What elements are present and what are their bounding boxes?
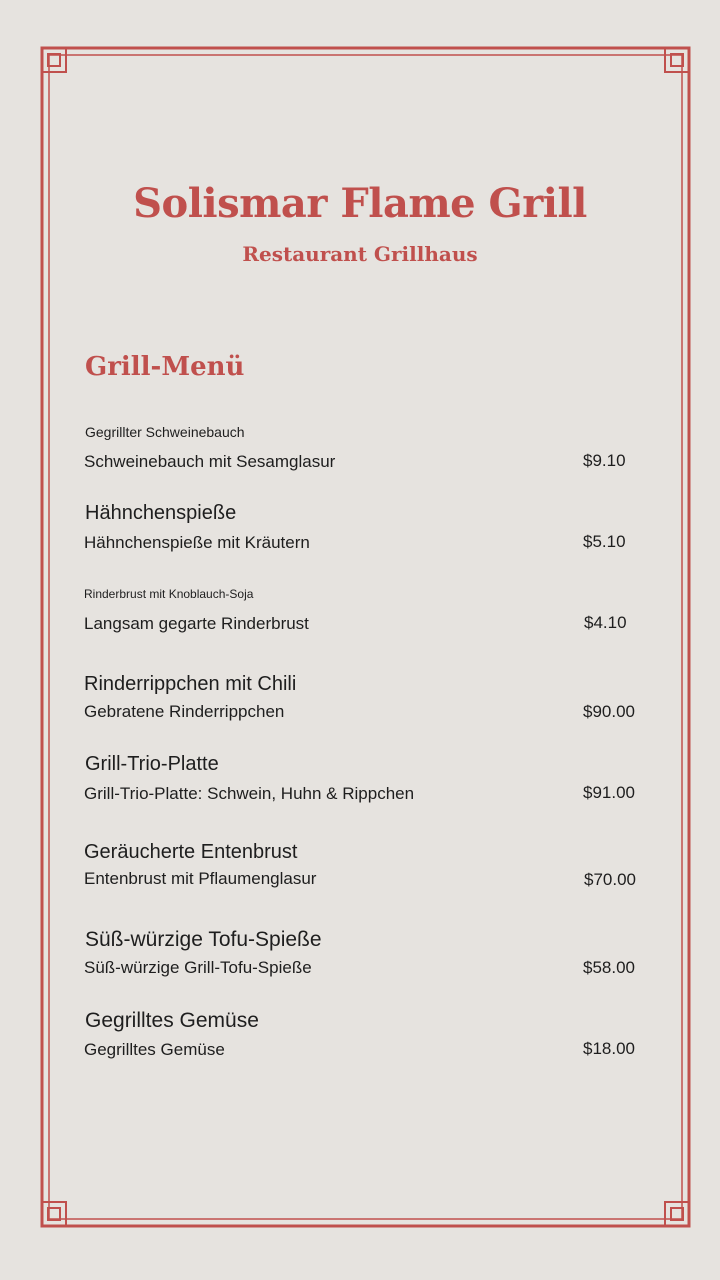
menu-item-price: $5.10 bbox=[583, 532, 626, 551]
menu-item-description: Entenbrust mit Pflaumenglasur bbox=[84, 869, 317, 888]
menu-item-description: Gebratene Rinderrippchen bbox=[84, 702, 285, 721]
restaurant-subtitle: Restaurant Grillhaus bbox=[242, 242, 478, 266]
restaurant-title: Solismar Flame Grill bbox=[133, 180, 587, 227]
corner-ornament-icon bbox=[42, 1202, 66, 1226]
menu-item-name: Rinderrippchen mit Chili bbox=[84, 673, 297, 695]
menu-item-description: Süß-würzige Grill-Tofu-Spieße bbox=[84, 958, 312, 977]
menu-item-name: Geräucherte Entenbrust bbox=[84, 841, 298, 863]
menu-item-name: Süß-würzige Tofu-Spieße bbox=[85, 928, 322, 951]
corner-ornament-icon bbox=[665, 48, 689, 72]
menu-item-description: Langsam gegarte Rinderbrust bbox=[84, 614, 309, 633]
menu-item-description: Hähnchenspieße mit Kräutern bbox=[84, 533, 310, 552]
menu-item-price: $70.00 bbox=[584, 870, 636, 889]
menu-item-price: $4.10 bbox=[584, 613, 627, 632]
menu-item-description: Schweinebauch mit Sesamglasur bbox=[84, 452, 336, 471]
menu-item-price: $90.00 bbox=[583, 702, 635, 721]
menu-item-price: $18.00 bbox=[583, 1039, 635, 1058]
menu-item-price: $9.10 bbox=[583, 451, 626, 470]
corner-ornament-icon bbox=[665, 1202, 689, 1226]
menu-item-name: Hähnchenspieße bbox=[85, 502, 237, 524]
menu-item-description: Grill-Trio-Platte: Schwein, Huhn & Rippchen bbox=[84, 784, 415, 803]
menu-item-description: Gegrilltes Gemüse bbox=[84, 1040, 225, 1059]
menu-item-name: Gegrillter Schweinebauch bbox=[85, 424, 245, 440]
menu-item-name: Grill-Trio-Platte bbox=[85, 753, 219, 775]
section-title: Grill-Menü bbox=[85, 352, 245, 382]
menu-item-name: Gegrilltes Gemüse bbox=[85, 1009, 259, 1032]
menu-item-name: Rinderbrust mit Knoblauch-Soja bbox=[84, 587, 254, 601]
menu-item-price: $91.00 bbox=[583, 783, 635, 802]
corner-ornament-icon bbox=[42, 48, 66, 72]
menu-item-price: $58.00 bbox=[583, 958, 635, 977]
